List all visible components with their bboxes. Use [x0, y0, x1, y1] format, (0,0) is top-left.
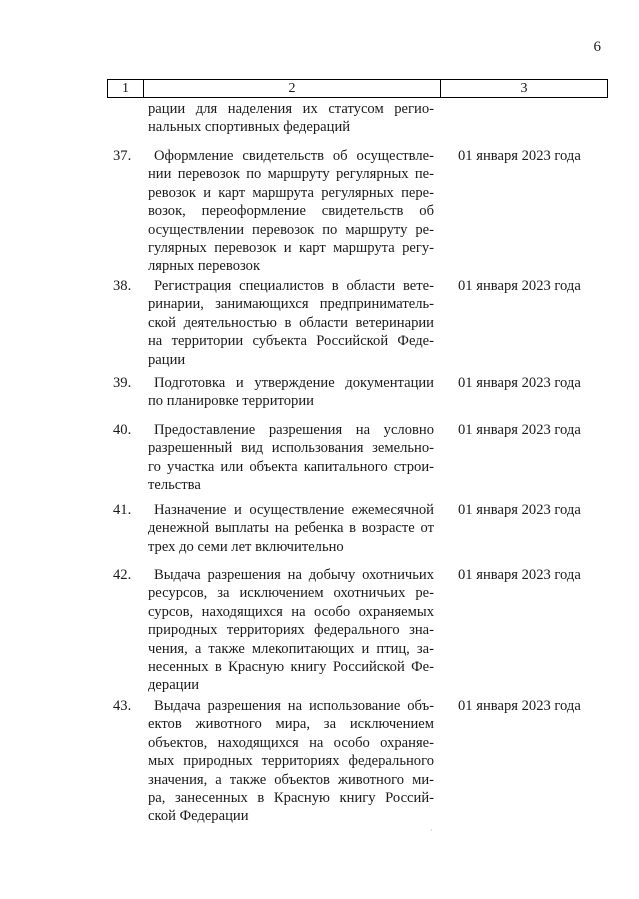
text-line: Выдача разрешения на использование объ- [154, 698, 434, 714]
text-line: мых природных территориях федерального [148, 753, 434, 770]
text-line: значения, а также объектов животного ми- [148, 771, 434, 788]
text-line: ской Федерации [148, 808, 249, 825]
scan-speck: · [430, 826, 433, 835]
text-line: го участка или объекта капитального строи- [148, 458, 434, 475]
text-line: дерации [148, 677, 200, 694]
table-header [107, 79, 608, 98]
row-number: 40. [113, 422, 132, 438]
row-date: 01 января 2023 года [458, 567, 581, 583]
row-number: 37. [113, 148, 132, 164]
text-line: гулярных перевозок и карт маршрута регу- [148, 240, 434, 257]
text-line: объектов, находящихся на особо охраняе- [148, 734, 434, 751]
row-description [148, 147, 434, 276]
text-line: Назначение и осуществление ежемесячной [154, 502, 434, 518]
row-number: 41. [113, 502, 132, 518]
text-line: ринарии, занимающихся предприниматель- [148, 296, 434, 313]
row-number: 42. [113, 567, 132, 583]
row-number: 43. [113, 698, 132, 714]
row-date: 01 января 2023 года [458, 375, 581, 391]
text-line: осуществлении перевозок по маршруту ре- [148, 221, 434, 238]
text-line: ресурсов, за исключением охотничьих ре- [148, 585, 434, 602]
row-date: 01 января 2023 года [458, 278, 581, 294]
row-date: 01 января 2023 года [458, 698, 581, 714]
row-description [148, 697, 434, 826]
row-date: 01 января 2023 года [458, 148, 581, 164]
text-line: Подготовка и утверждение документации [154, 375, 434, 391]
text-line: природных территориях федерального зна- [148, 622, 434, 639]
text-line: ра, занесенных в Красную книгу Россий- [148, 790, 434, 807]
text-line: ектов животного мира, за исключением [148, 716, 434, 733]
text-line: тельства [148, 477, 201, 494]
row-description [148, 421, 434, 495]
text-line: на территории субъекта Российской Феде- [148, 333, 434, 350]
text-line: Оформление свидетельств об осуществле- [154, 148, 434, 164]
row-description [148, 374, 434, 411]
text-line: рации [148, 351, 186, 368]
row-number: 38. [113, 278, 132, 294]
header-col-1: 1 [108, 80, 144, 97]
page-number: 6 [593, 39, 601, 55]
text-line: ской деятельностью в области ветеринарии [148, 314, 434, 331]
row-description [148, 566, 434, 695]
continued-item-text [148, 100, 434, 137]
text-line: чения, а также млекопитающих и птиц, за- [148, 640, 434, 657]
header-col-3: 3 [520, 81, 528, 96]
text-line: нальных спортивных федераций [148, 119, 351, 136]
row-description [148, 501, 434, 556]
text-line: Регистрация специалистов в области вете- [154, 278, 434, 294]
header-col-2: 2 [144, 80, 441, 97]
text-line: лярных перевозок [148, 258, 261, 275]
text-line: разрешенный вид использования земельно- [148, 440, 434, 457]
text-line: Предоставление разрешения на условно [154, 422, 434, 438]
text-line: рации для наделения их статусом регио- [148, 101, 434, 117]
text-line: Выдача разрешения на добычу охотничьих [154, 567, 434, 583]
text-line: сурсов, находящихся на особо охраняемых [148, 603, 434, 620]
row-date: 01 января 2023 года [458, 422, 581, 438]
text-line: нии перевозок по маршруту регулярных пе- [148, 166, 434, 183]
text-line: денежной выплаты на ребенка в возрасте от [148, 520, 434, 537]
text-line: ревозок и карт маршрута регулярных пере- [148, 184, 434, 201]
text-line: по планировке территории [148, 393, 314, 410]
text-line: несенных в Красную книгу Российской Фе- [148, 659, 434, 676]
row-number: 39. [113, 375, 132, 391]
row-description [148, 277, 434, 369]
text-line: трех до семи лет включительно [148, 538, 344, 555]
row-date: 01 января 2023 года [458, 502, 581, 518]
text-line: возок, переоформление свидетельств об [148, 203, 434, 220]
